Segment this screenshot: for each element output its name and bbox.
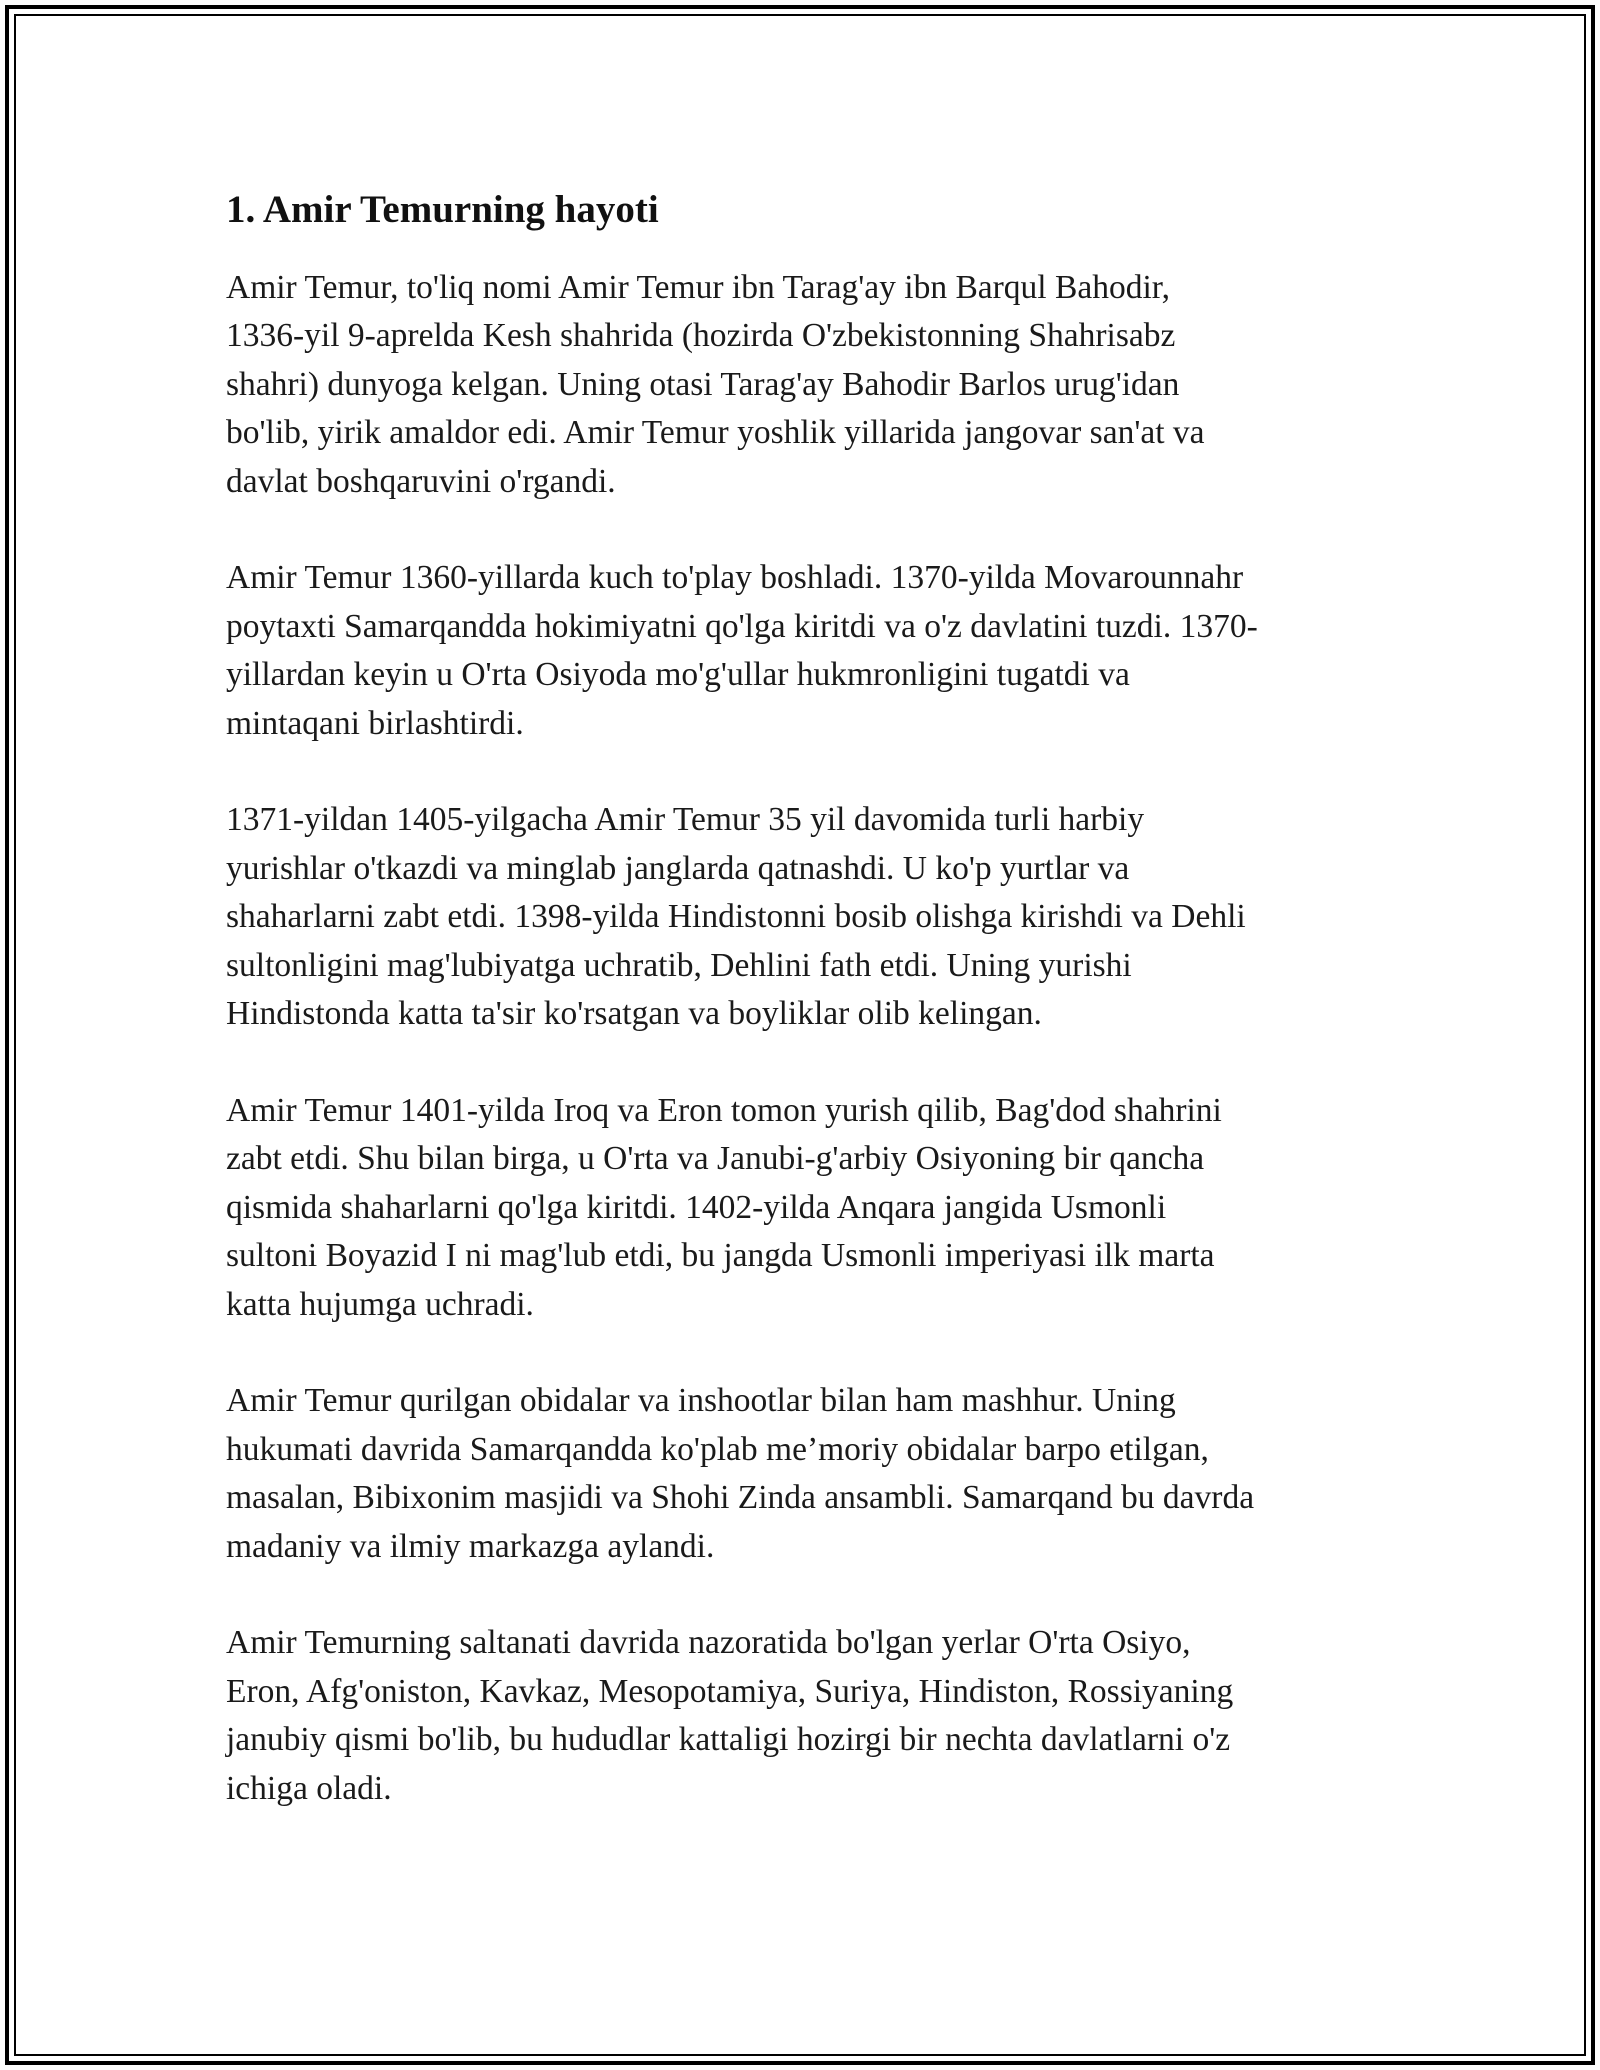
paragraph-early-life: Amir Temur, to'liq nomi Amir Temur ibn Tarag'ay ibn Barqul Bahodir, 1336-yil 9-aprelda Kesh shahrida (hozirda O'zbekistonning Shahrisabz shahri) dunyoga kelgan. Uning otasi Tarag'ay Bahodir Barlos urug'idan bo'lib, yirik amaldor edi. Amir Temur yoshlik yillarida jangovar san'at va davlat boshqaruvini o'rgandi. (226, 268, 1205, 500)
paragraph-architecture: Amir Temur qurilgan obidalar va inshootlar bilan ham mashhur. Uning hukumati davrida Samarqandda ko'plab me’moriy obidalar barpo etilgan, masalan, Bibixonim masjidi va Shohi Zinda ansambli. Samarqand bu davrda madaniy va ilmiy markazga aylandi. (226, 1382, 1255, 1565)
paragraph-empire-territory: Amir Temurning saltanati davrida nazoratida bo'lgan yerlar O'rta Osiyo, Eron, Afg'oniston, Kavkaz, Mesopotamiya, Suriya, Hindiston, Rossiyaning janubiy qismi bo'lib, bu hududlar kattaligi hozirgi bir nechta davlatlarni o'z ichiga oladi. (226, 1624, 1234, 1807)
paragraph-military-campaigns: 1371-yildan 1405-yilgacha Amir Temur 35 yil davomida turli harbiy yurishlar o'tkazdi va minglab janglarda qatnashdi. U ko'p yurtlar va shaharlarni zabt etdi. 1398-yilda Hindistonni bosib olishga kirishdi va Dehli sultonligini mag'lubiyatga uchratib, Dehlini fath etdi. Uning yurishi Hindistonda katta ta'sir ko'rsatgan va boyliklar olib kelingan. (226, 801, 1246, 1033)
section-title: 1. Amir Temurning hayoti (226, 188, 659, 231)
paragraph-western-campaigns: Amir Temur 1401-yilda Iroq va Eron tomon yurish qilib, Bag'dod shahrini zabt etdi. Shu bilan birga, u O'rta va Janubi-g'arbiy Osiyoning bir qancha qismida shaharlarni qo'lga kiritdi. 1402-yilda Anqara jangida Usmonli sultoni Boyazid I ni mag'lub etdi, bu jangda Usmonli imperiyasi ilk marta katta hujumga uchradi. (226, 1091, 1222, 1323)
paragraph-rise-to-power: Amir Temur 1360-yillarda kuch to'play boshladi. 1370-yilda Movarounnahr poytaxti Samarqandda hokimiyatni qo'lga kiritdi va o'z davlatini tuzdi. 1370- yillardan keyin u O'rta Osiyoda mo'g'ullar hukmronligini tugatdi va mintaqani birlashtirdi. (226, 559, 1258, 742)
document-body (226, 175, 1376, 1861)
